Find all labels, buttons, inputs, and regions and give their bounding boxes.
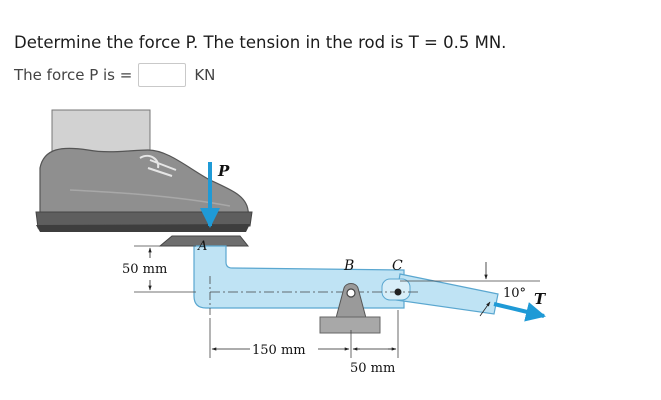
label-force-p: P: [218, 162, 230, 180]
answer-unit: KN: [194, 66, 216, 84]
answer-label: The force P is =: [14, 66, 133, 84]
label-dim-horizontal-2: 50 mm: [350, 361, 396, 376]
label-dim-horizontal-1: 150 mm: [252, 343, 306, 358]
pedal-arm: [194, 246, 404, 308]
connecting-rod: [396, 274, 498, 314]
question-text: Determine the force P. The tension in the rod is T = 0.5 MN.: [14, 33, 507, 52]
label-point-c: C: [392, 258, 403, 274]
label-tension: T: [534, 290, 546, 308]
label-angle: 10°: [503, 286, 527, 301]
pin-c: [395, 289, 402, 296]
label-point-b: B: [344, 258, 355, 274]
label-point-a: A: [198, 239, 208, 254]
label-dim-vertical: 50 mm: [122, 262, 168, 277]
